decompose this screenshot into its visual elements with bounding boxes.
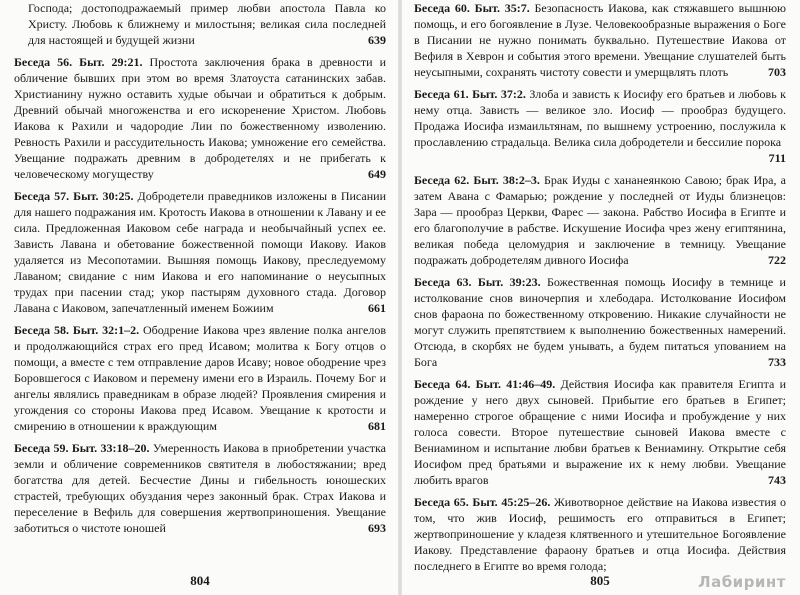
book-gutter — [398, 0, 402, 595]
entry-text: Безопасность Иакова, как стяжавшего вышнюю помощь, и его богоявление в Лузе. Человекообразные выражения о Боге в Писании не нужно понимать буквально. Путешествие Иакова от Вефиля в Хеврон и события этого времени. Увещание слушателей быть неусыпными, сохранять чистоту совести и умерщвлять плоть — [414, 1, 786, 79]
entry-page-number: 693 — [368, 521, 386, 535]
entry-text: Простота заключения брака в древности и обличение бывших при этом во время Златоуста сатанинских забав. Христианину нужно оставить худые обычаи и обратиться к добрым. Древний обычай многоженства и его искоренение Христом. Любовь Иакова к Рахили и чадородие Лии по божественному изволению. Ревность Рахили и рассудительность Иакова; умножение его семейства. Увещание подражать древним в добродетелях и не прибегать к человеческому могуществу — [14, 55, 386, 181]
entry-heading: Беседа 58. Быт. 32:1–2. — [14, 323, 140, 337]
entry-text: Добродетели праведников изложены в Писании для нашего подражания им. Кротость Иакова в отношении к Лавану и ее сила. Предложенная Иаковом себе награда и необычайный успех ее. Зависть Лавана и обетование божественной помощи Иакову. Иаков удаляется из Месопотамии. Вышняя помощь Иакову, преследуемому Лаваном; свидание с ним Иакова и его напоминание о неусыпных трудах при пасении стад; укор пастырям духовного стада. Договор Лавана с Иаковом, запечатленный именем Божиим — [14, 189, 387, 315]
toc-entry — [14, 440, 386, 536]
entry-heading: Беседа 59. Быт. 33:18–20. — [14, 441, 150, 455]
entry-page-number: 703 — [768, 65, 786, 79]
entry-text: Животворное действие на Иакова известия о том, что жив Иосиф, решимость его отправиться в Египет; жертвоприношение у кладезя клятвенного и утешительное Богоявление Иакову. Представление фараону братьев и отца Иосифа. Действия последнего в Египте во время голода; — [414, 495, 786, 573]
entry-page-number: 711 — [768, 151, 786, 165]
entry-heading: Беседа 57. Быт. 30:25. — [14, 189, 134, 203]
toc-entry — [414, 274, 786, 370]
toc-entry — [414, 376, 786, 488]
entry-heading: Беседа 63. Быт. 39:23. — [414, 275, 541, 289]
entry-heading: Беседа 60. Быт. 35:7. — [414, 1, 530, 15]
left-page — [14, 0, 386, 595]
toc-entry — [414, 0, 786, 80]
right-page — [414, 0, 786, 595]
entry-text: Божественная помощь Иосифу в темнице и истолкование снов виночерпия и хлебодара. Истолкование Иосифом снов фараона по божественному откровению. Никакие случайности не могут служить препятствием к выполнению божественных намерений. Отсюда, в скорбях не будем унывать, а будем питаться упованием на Бога — [414, 275, 786, 369]
entry-text: Злоба и зависть к Иосифу его братьев и любовь к нему отца. Зависть — великое зло. Иосиф — прообраз будущего. Продажа Иосифа измаильтянам, по вышнему устроению, послужила к прославлению страдальца. Велика сила добродетели и бессилие порока — [414, 87, 787, 149]
entry-text: Господа; достоподражаемый пример любви апостола Павла ко Христу. Любовь к ближнему и милостыня; великая сила последней для настоящей и будущей жизни — [28, 1, 386, 47]
entry-text: Действия Иосифа как правителя Египта и рождение у него двух сыновей. Прибытие его братьев в Египет; намеренно строгое обращение с ними Иосифа и пробуждение у них голоса совести. Второе путешествие сыновей Иакова вместе с Вениамином и испытание любви братьев к Вениамину. Открытие себя Иосифом пред братьями и выражение их к нему любви. Увещание любить врагов — [414, 377, 787, 487]
entry-text: Брак Иуды с хананеянкою Савою; брак Ира, а затем Авана с Фамарью; рождение у последней от Иуды близнецов: Зара — прообраз Церкви, Фарес — закона. Рабство Иосифа в Египте и его благополучие в рабстве. Искушение Иосифа чрез жену египтянина, великая победа целомудрия и заключение в темницу. Увещание подражать добродетелям дивного Иосифа — [414, 173, 786, 267]
toc-entry — [414, 172, 786, 268]
entry-page-number: 733 — [768, 355, 786, 369]
entry-page-number: 743 — [768, 473, 786, 487]
toc-entry — [14, 54, 386, 182]
entry-page-number: 722 — [768, 253, 786, 267]
entry-heading: Беседа 62. Быт. 38:2–3. — [414, 173, 540, 187]
entry-page-number: 639 — [368, 33, 386, 47]
entry-page-number: 661 — [368, 301, 386, 315]
entry-heading: Беседа 65. Быт. 45:25–26. — [414, 495, 551, 509]
page-number: 804 — [190, 573, 210, 588]
entry-heading: Беседа 64. Быт. 41:46–49. — [414, 377, 556, 391]
toc-entry-continued — [14, 0, 386, 48]
entry-page-number: 649 — [368, 167, 386, 181]
entry-page-number: 681 — [368, 419, 386, 433]
toc-entry — [414, 86, 786, 166]
toc-entry — [14, 188, 386, 316]
entry-heading: Беседа 56. Быт. 29:21. — [14, 55, 143, 69]
page-number: 805 — [590, 573, 610, 588]
entry-text: Умеренность Иакова в приобретении участка земли и обличение современников святителя в любостяжании; вред богатства для детей. Бесчестие Дины и гибельность юношеских страстей, требующих обуздания через законный брак. Страх Иакова и переселение в Вефиль для совершения жертвоприношения. Увещание заботиться о чистоте юношей — [14, 441, 386, 535]
toc-entry — [14, 322, 386, 434]
entry-heading: Беседа 61. Быт. 37:2. — [414, 87, 526, 101]
watermark-logo: Лабиринт — [698, 573, 786, 591]
entry-text: Ободрение Иакова чрез явление полка ангелов и продолжающийся страх его пред Исавом; молитва к Богу отцов о помощи, а вместе с тем отправление даров Исаву; новое ободрение чрез Боровшегося с Иаковом и перемену имени его в Израиль. Почему Бог и ангелы являлись праведникам в образе людей? Проявления смирения и угождения со стороны Иакова пред Исавом. Увещание к кротости и смирению в отношении к враждующим — [14, 323, 386, 433]
toc-entry — [414, 494, 786, 574]
